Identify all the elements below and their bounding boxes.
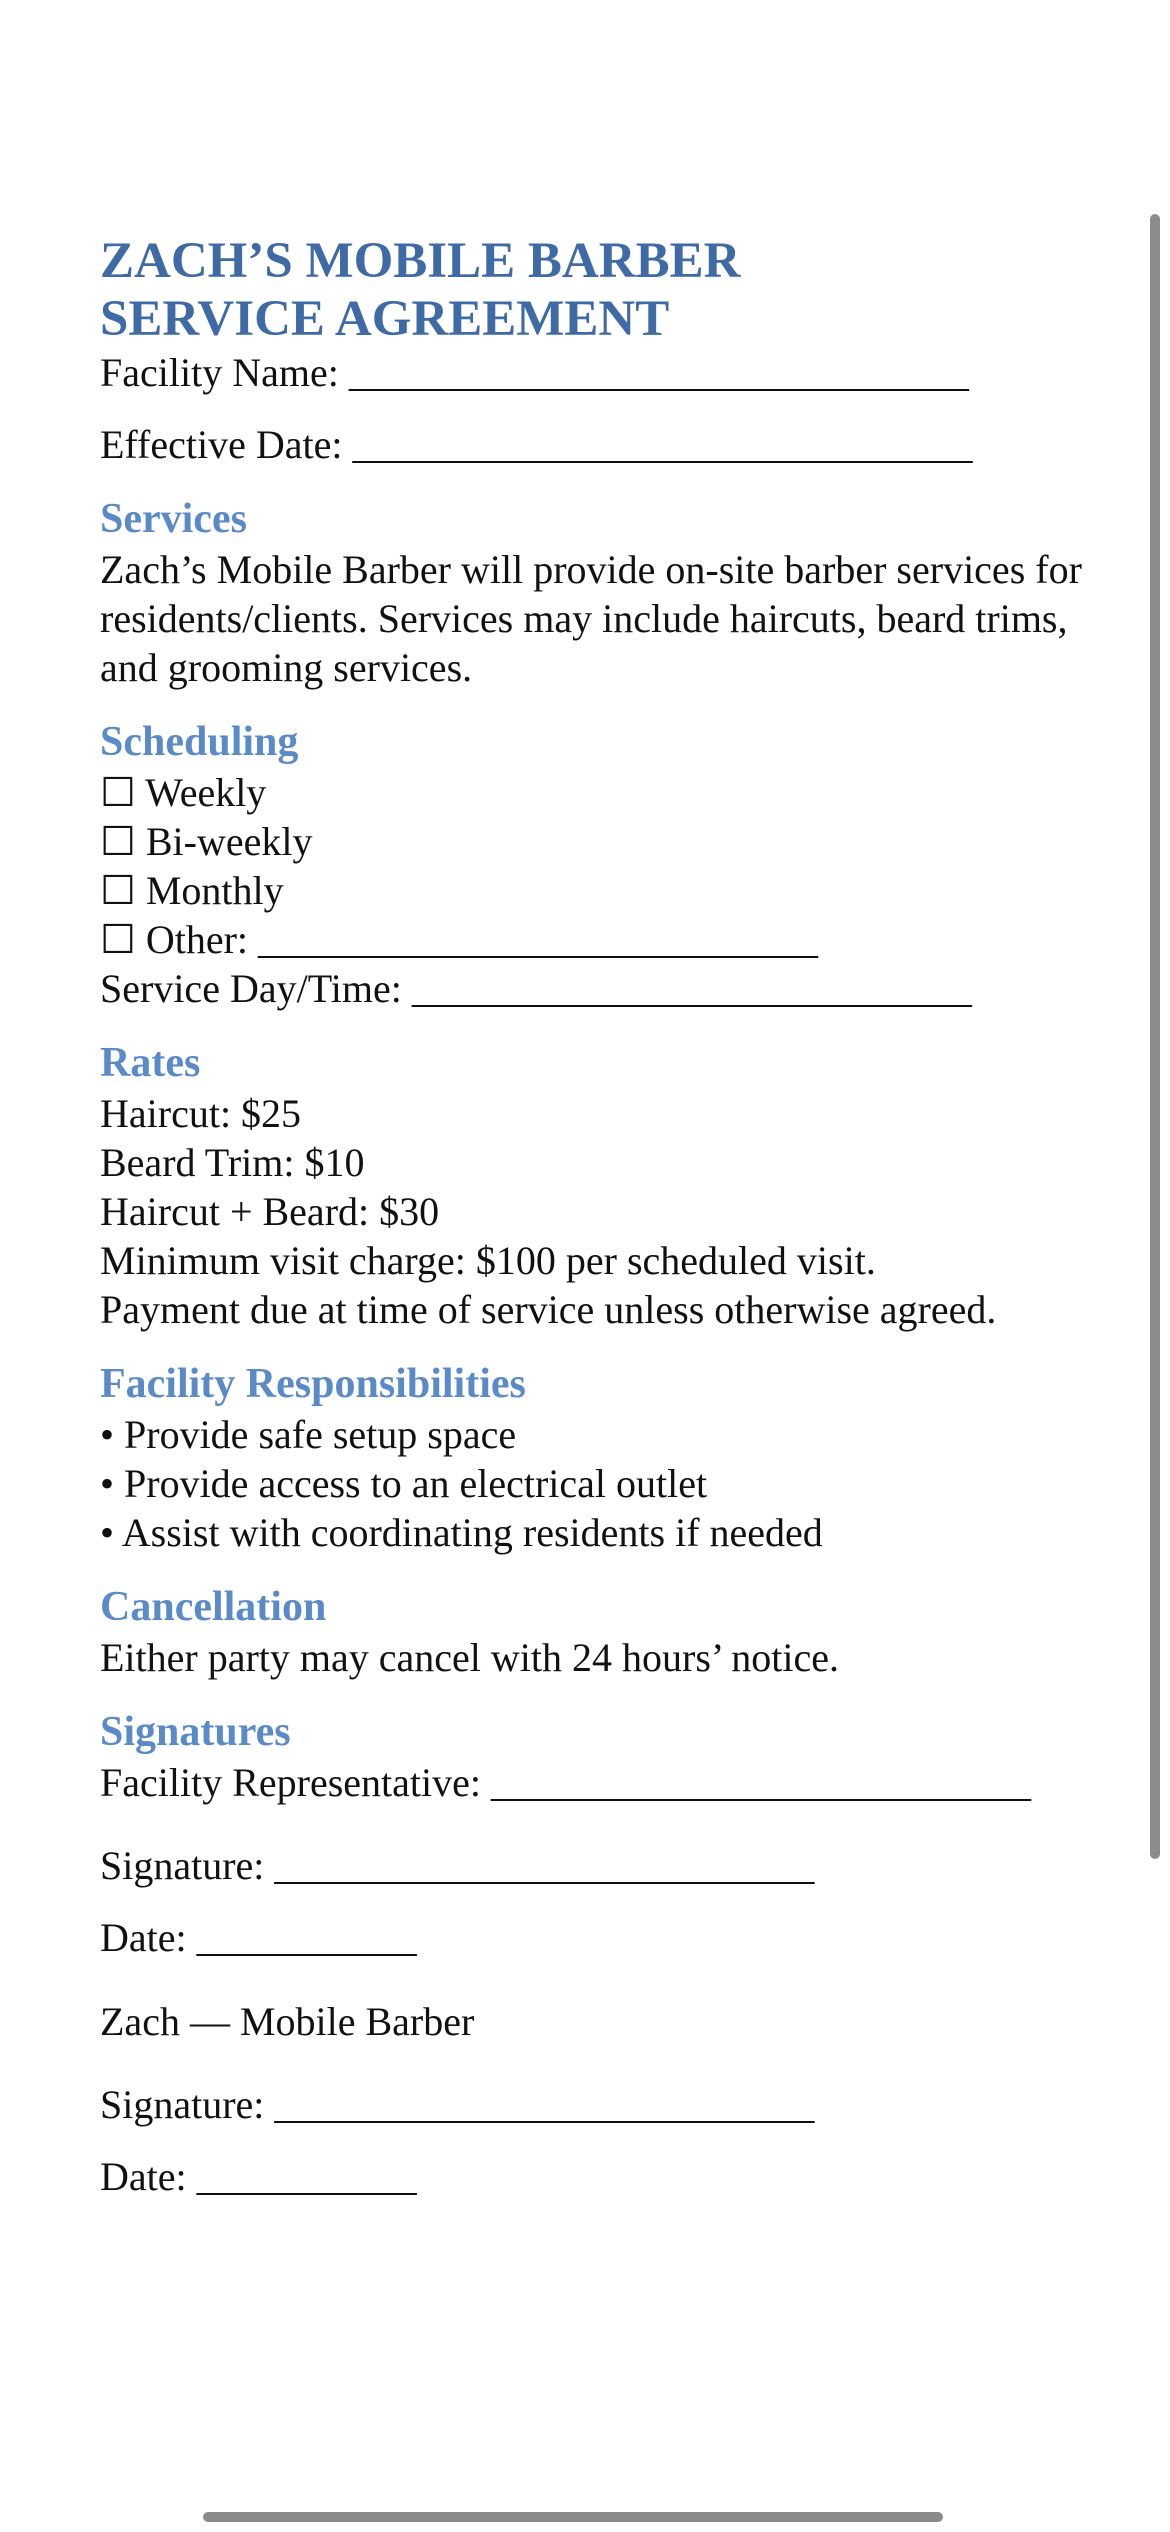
facility-date-field: Date: ___________ <box>100 1915 417 1960</box>
signatures-heading: Signatures <box>100 1709 291 1755</box>
scheduling-heading: Scheduling <box>100 719 299 765</box>
rates-heading: Rates <box>100 1040 201 1086</box>
facility-signature-field: Signature: ___________________________ <box>100 1843 815 1888</box>
facility-name-field: Facility Name: _______________________________ <box>100 350 969 395</box>
facility-representative-field: Facility Representative: ___________________________ <box>100 1760 1031 1805</box>
scheduling-option-other: ☐ Other: ____________________________ <box>100 917 819 962</box>
responsibility-item: • Assist with coordinating residents if needed <box>100 1510 823 1555</box>
scheduling-option-monthly: ☐ Monthly <box>100 868 284 913</box>
responsibility-item: • Provide safe setup space <box>100 1412 517 1457</box>
document-title <box>100 232 1090 348</box>
payment-terms: Payment due at time of service unless otherwise agreed. <box>100 1287 997 1332</box>
service-day-time-field: Service Day/Time: ____________________________ <box>100 966 972 1011</box>
services-heading: Services <box>100 496 247 542</box>
scheduling-option-weekly: ☐ Weekly <box>100 770 267 815</box>
barber-signature-field: Signature: ___________________________ <box>100 2082 815 2127</box>
cancellation-heading: Cancellation <box>100 1584 327 1630</box>
minimum-visit-charge: Minimum visit charge: $100 per scheduled visit. <box>100 1238 876 1283</box>
barber-signature-block <box>100 2069 1000 2213</box>
effective-date-field: Effective Date: _______________________________ <box>100 422 973 467</box>
home-indicator[interactable] <box>203 2512 943 2522</box>
services-text: Zach’s Mobile Barber will provide on-site barber services for residents/clients. Services may include haircuts, beard trims, and grooming services. <box>100 547 1082 690</box>
responsibility-item: • Provide access to an electrical outlet <box>100 1461 708 1506</box>
facility-signature-block <box>100 1830 1000 1974</box>
rate-haircut: Haircut: $25 <box>100 1091 302 1136</box>
rate-haircut-beard: Haircut + Beard: $30 <box>100 1189 440 1234</box>
vertical-scrollbar[interactable] <box>1150 214 1160 1859</box>
rate-beard-trim: Beard Trim: $10 <box>100 1140 365 1185</box>
barber-name: Zach — Mobile Barber <box>100 1999 475 2044</box>
scheduling-option-biweekly: ☐ Bi-weekly <box>100 819 313 864</box>
cancellation-text: Either party may cancel with 24 hours’ notice. <box>100 1635 840 1680</box>
facility-responsibilities-heading: Facility Responsibilities <box>100 1361 526 1407</box>
title-line-1: ZACH’S MOBILE BARBER <box>100 233 741 289</box>
barber-date-field: Date: ___________ <box>100 2154 417 2199</box>
agreement-document <box>100 232 1090 2213</box>
title-line-2: SERVICE AGREEMENT <box>100 291 670 347</box>
